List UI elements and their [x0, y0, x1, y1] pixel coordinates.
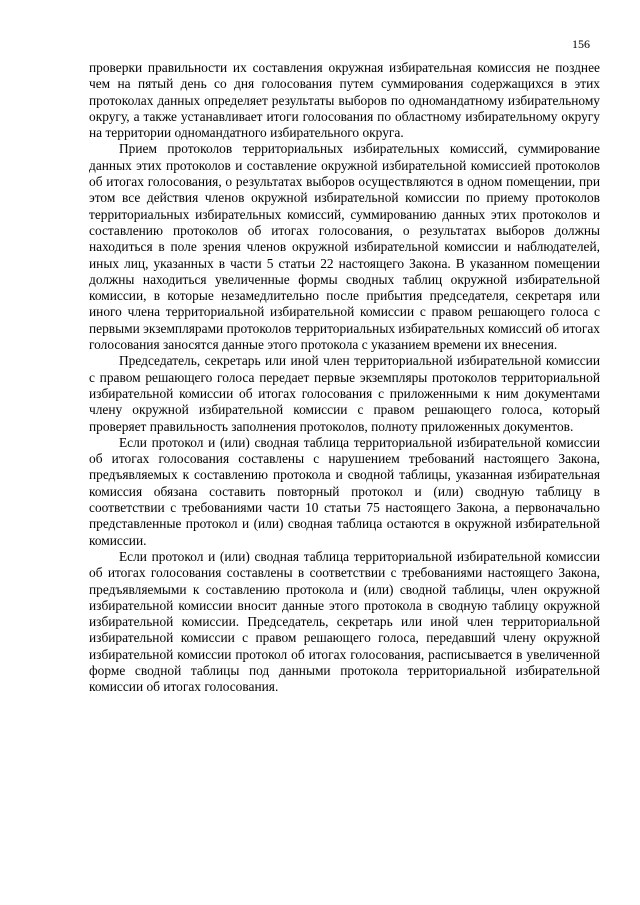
- paragraph: Прием протоколов территориальных избирательных комиссий, суммирование данных этих протоколов и составление окружной избирательной комиссией протоколов об итогах голосования, о результатах выборов осуществляются в одном помещении, при этом все действия членов окружной избирательной комиссии по приему протоколов территориальных избирательных комиссий, суммированию данных этих протоколов и составлению протоколов об итогах голосования, о результатах выборов должны находиться в поле зрения членов окружной избирательной комиссии и наблюдателей, иных лиц, указанных в части 5 статьи 22 настоящего Закона. В указанном помещении должны находиться увеличенные формы сводных таблиц окружной избирательной комиссии, в которые незамедлительно после прибытия председателя, секретаря или иного члена территориальной избирательной комиссии с правом решающего голоса с первыми экземплярами протоколов территориальных избирательных комиссий об итогах голосования заносятся данные этого протокола с указанием времени их внесения.: [89, 141, 600, 353]
- document-body: [89, 60, 600, 696]
- paragraph: Если протокол и (или) сводная таблица территориальной избирательной комиссии об итогах голосования составлены в соответствии с требованиями настоящего Закона, предъявляемыми к составлению протокола и (или) сводной таблицы, член окружной избирательной комиссии вносит данные этого протокола в сводную таблицу окружной избирательной комиссии. Председатель, секретарь или иной член территориальной избирательной комиссии с правом решающего голоса, передавший члену окружной избирательной комиссии протокол об итогах голосования, расписывается в увеличенной форме сводной таблицы под данными протокола территориальной избирательной комиссии об итогах голосования.: [89, 548, 600, 695]
- page-number: 156: [572, 37, 590, 51]
- paragraph: Если протокол и (или) сводная таблица территориальной избирательной комиссии об итогах голосования составлены с нарушением требований настоящего Закона, предъявляемых к составлению протокола и сводной таблицы, указанная избирательная комиссия обязана составить повторный протокол и (или) сводную таблицу в соответствии с требованиями части 10 статьи 75 настоящего Закона, а первоначально представленные протокол и (или) сводная таблица остаются в окружной избирательной комиссии.: [89, 434, 600, 548]
- paragraph-continued: проверки правильности их составления окружная избирательная комиссия не позднее чем на пятый день со дня голосования путем суммирования содержащихся в этих протоколах данных определяет результаты выборов по одномандатному избирательному округу, а также устанавливает итоги голосования по областному избирательному округу на территории одномандатного избирательного округа.: [89, 60, 600, 141]
- paragraph: Председатель, секретарь или иной член территориальной избирательной комиссии с правом решающего голоса передает первые экземпляры протоколов территориальной избирательной комиссии об итогах голосования с приложенными к ним документами члену окружной избирательной комиссии с правом решающего голоса, который проверяет правильность заполнения протоколов, полноту приложенных документов.: [89, 353, 600, 434]
